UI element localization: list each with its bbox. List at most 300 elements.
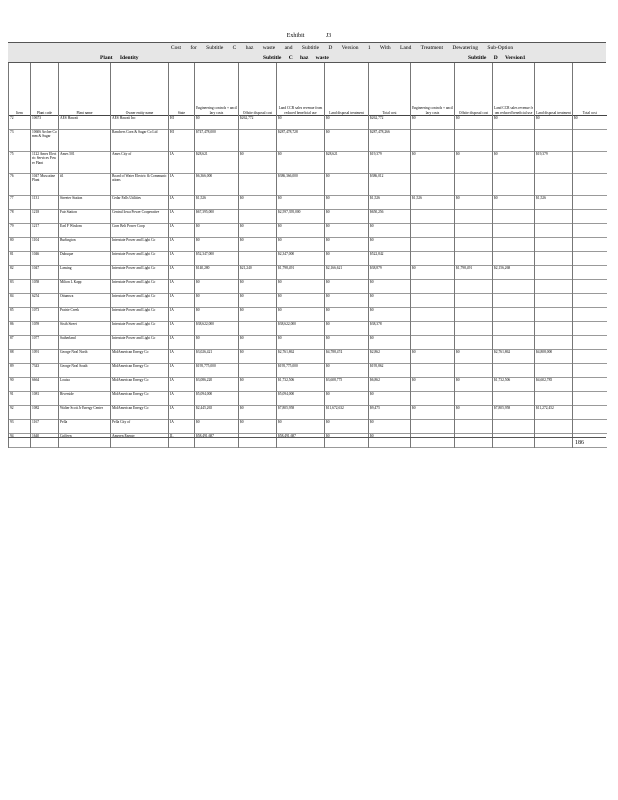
column-header: Land CCR sales revenue from reduced beneficial use [277,63,325,116]
column-header: Owner entity name [111,63,169,116]
table-cell: 81 [9,252,31,266]
table-row [9,434,607,448]
table-cell: $0 [573,116,607,130]
table-cell [239,174,277,196]
table-cell [455,280,493,294]
table-cell: Ames 501 [59,152,111,174]
table-cell: 1047 Muscatine Plant [31,174,59,196]
table-cell [573,406,607,420]
table-cell: 72 [9,116,31,130]
table-cell: IA [169,280,195,294]
table-cell: $0 [411,266,455,280]
table-cell: $1,732,506 [493,378,535,392]
table-cell: IA [169,308,195,322]
table-cell: 89 [9,364,31,378]
table-cell: $262,772 [369,116,411,130]
table-cell: $287,478,266 [369,130,411,152]
column-header: Plant code [31,63,59,116]
table-cell: $2,156,268 [493,266,535,280]
table-cell: $0 [493,116,535,130]
table-cell [239,210,277,224]
table-cell: Ames City of [111,152,169,174]
table-cell: Sutherland [59,336,111,350]
table-cell: $0 [195,116,239,130]
table-cell: $287,478,728 [277,130,325,152]
table-cell [573,378,607,392]
table-cell [411,434,455,448]
table-cell: $1,526 [411,196,455,210]
table-cell: $58,491,687 [195,434,239,448]
table-cell: $0 [411,406,455,420]
table-cell: 88 [9,350,31,364]
table-cell: IA [169,420,195,434]
table-cell: AES Hawaii Inc [111,116,169,130]
table-cell [455,294,493,308]
table-cell: $195,775,000 [195,364,239,378]
table-cell [455,336,493,350]
table-cell: $0 [195,224,239,238]
table-cell: Pella City of [111,420,169,434]
table-cell: Coffeen [59,434,111,448]
table-cell: $3,086,220 [195,378,239,392]
table-cell: 77 [9,196,31,210]
table-cell: 1122 Ames Electric Services Power Plant [31,152,59,174]
table-cell [455,392,493,406]
table-cell: $2,347,000 [277,252,325,266]
table-cell: $0 [369,280,411,294]
table-cell: $386,012 [369,174,411,196]
table-cell: $4,602,785 [535,378,573,392]
table-cell: 76 [9,174,31,196]
table-cell: $0 [277,336,325,350]
table-cell: MidAmerican Energy Co [111,406,169,420]
table-cell: 1167 [31,420,59,434]
table-cell: $0 [455,196,493,210]
table-cell: 85 [9,308,31,322]
table-cell [239,130,277,152]
table-cell [239,392,277,406]
table-cell: $0 [277,152,325,174]
table-cell [455,308,493,322]
table-cell: $195,862 [369,364,411,378]
table-cell: $19,379 [369,152,411,174]
table-cell: $0 [369,224,411,238]
table-row [9,406,607,420]
table-cell [535,336,573,350]
table-cell: 1059 [31,322,59,336]
table-cell: 90 [9,378,31,392]
table-row [9,364,607,378]
table-cell: Ranchers Corn & Sugar Co Ltd [111,130,169,152]
table-cell [493,174,535,196]
table-row [9,174,607,196]
table-cell: 86 [9,322,31,336]
table-cell: $0 [369,294,411,308]
column-header: Land disposal treatment [325,63,369,116]
table-cell: 6664 [31,378,59,392]
table-cell: $0 [239,420,277,434]
table-cell [411,294,455,308]
table-cell [573,238,607,252]
table-cell: IA [169,174,195,196]
table-cell: IA [169,322,195,336]
group-plant-identity: Plant Identity [100,55,139,61]
table-cell: $0 [493,152,535,174]
table-cell: 1104 [31,238,59,252]
table-cell: $11,672,632 [325,406,369,420]
table-cell: $0 [325,336,369,350]
table-cell: IA [169,406,195,420]
table-cell [455,174,493,196]
table-cell: 7343 [31,364,59,378]
table-cell [535,294,573,308]
table-row [9,378,607,392]
table-cell [239,252,277,266]
page-number: 186 [575,440,584,446]
table-cell: $0 [325,210,369,224]
table-cell: #1 [59,174,111,196]
table-cell [411,210,455,224]
table-cell [493,238,535,252]
table-cell: 75 [9,152,31,174]
table-cell [411,238,455,252]
table-cell: $2,761,862 [493,350,535,364]
table-cell [573,420,607,434]
table-cell: $0 [277,196,325,210]
table-cell: Streeter Station [59,196,111,210]
table-cell: Central Iowa Power Cooperative [111,210,169,224]
table-cell: MidAmerican Energy Co [111,392,169,406]
table-cell: Ottumwa [59,294,111,308]
table-cell: $0 [239,152,277,174]
table-cell [411,308,455,322]
table-cell: IA [169,378,195,392]
table-cell [493,308,535,322]
table-cell: $0 [195,238,239,252]
table-cell: 10606 Archer Comm & Sugar [31,130,59,152]
table-cell: $1,798,491 [277,266,325,280]
table-cell: Ameren Energy [111,434,169,448]
table-cell: Interstate Power and Light Co [111,294,169,308]
table-cell [411,252,455,266]
column-group-bar [8,54,606,63]
table-cell: Interstate Power and Light Co [111,252,169,266]
table-cell [535,238,573,252]
table-title: Cost for Subtitle C haz waste and Subtitle D Version 1 With Land Treatment Dewatering Sub-Option [170,45,514,51]
table-cell: $19,379 [535,152,573,174]
table-cell: $0 [239,350,277,364]
table-cell: Corn Belt Power Coop [111,224,169,238]
group-subtitle-c: Subtitle C haz waste [263,55,329,61]
table-cell: 93 [9,420,31,434]
table-cell: $6,366,000 [195,174,239,196]
table-cell: 1046 [31,252,59,266]
table-cell: $4,808,000 [535,350,573,364]
table-cell: $9,475 [369,406,411,420]
table-row [9,322,607,336]
table-cell: $1,526 [195,196,239,210]
table-cell: MidAmerican Energy Co [111,350,169,364]
table-cell [573,392,607,406]
table-cell [573,152,607,174]
table-cell: $0 [493,196,535,210]
column-header: Total cost [573,63,607,116]
column-header: Offsite disposal cost [239,63,277,116]
table-cell: $58,491,687 [277,434,325,448]
table-cell: $0 [325,252,369,266]
table-cell: 84 [9,294,31,308]
table-cell: IA [169,238,195,252]
table-cell: IA [169,336,195,350]
table-cell: 10673 [31,116,59,130]
table-cell: $0 [239,280,277,294]
column-header: Total cost [369,63,411,116]
table-cell: MidAmerican Energy Co [111,364,169,378]
table-cell: 1081 [31,392,59,406]
table-cell: $0 [369,392,411,406]
table-cell: $0 [411,116,455,130]
table-cell: $522,842 [369,252,411,266]
table-cell: $7,805,958 [277,406,325,420]
table-cell [239,364,277,378]
table-cell: $0 [369,336,411,350]
table-cell [59,130,111,152]
table-cell: $0 [455,350,493,364]
table-cell [535,434,573,448]
table-row [9,392,607,406]
table-row [9,238,607,252]
column-header: Offsite disposal cost [455,63,493,116]
table-cell: HI [169,116,195,130]
table-cell [535,252,573,266]
table-cell: 6254 [31,294,59,308]
table-cell [493,252,535,266]
table-cell: $0 [325,196,369,210]
table-cell [493,294,535,308]
table-cell [535,308,573,322]
table-cell [493,210,535,224]
table-cell [411,280,455,294]
table-cell [573,252,607,266]
table-cell: $11,272,452 [535,406,573,420]
table-cell: IA [169,252,195,266]
table-cell [411,364,455,378]
table-cell: $38,622,000 [277,322,325,336]
table-cell: $1,526 [535,196,573,210]
table-row [9,420,607,434]
table-cell: $0 [277,238,325,252]
table-cell [535,420,573,434]
table-cell: Burlington [59,238,111,252]
table-cell: $0 [195,308,239,322]
table-cell: $5,094,000 [277,392,325,406]
table-cell: $3,026,421 [195,350,239,364]
table-cell: Interstate Power and Light Co [111,308,169,322]
table-cell: $2,166,621 [325,266,369,280]
table-cell: 1217 [31,224,59,238]
table-cell: 1640 [31,434,59,448]
column-header: Engineering controls + ancillary costs [195,63,239,116]
table-cell [535,210,573,224]
bottom-rule [8,437,606,438]
table-cell [573,210,607,224]
table-cell: $0 [411,152,455,174]
table-cell [535,322,573,336]
table-cell: MidAmerican Energy Co [111,378,169,392]
table-row [9,252,607,266]
table-cell: $0 [411,378,455,392]
table-cell: $0 [239,238,277,252]
table-cell [455,420,493,434]
table-cell [455,434,493,448]
table-cell: $0 [239,196,277,210]
table-cell: Interstate Power and Light Co [111,336,169,350]
table-cell: $2,862 [369,350,411,364]
column-header: Plant name [59,63,111,116]
table-cell: IA [169,266,195,280]
table-cell [455,130,493,152]
table-cell: 1058 [31,280,59,294]
table-cell: $52,347,000 [195,252,239,266]
table-cell [411,322,455,336]
table-cell [573,350,607,364]
table-cell: $38,622,000 [195,322,239,336]
table-cell: $0 [411,350,455,364]
table-cell: $0 [325,116,369,130]
table-cell: $67,395,000 [195,210,239,224]
table-row [9,196,607,210]
table-cell [493,130,535,152]
table-cell: $0 [325,238,369,252]
table-cell [535,364,573,378]
table-row [9,224,607,238]
table-cell: $0 [277,308,325,322]
table-cell [573,294,607,308]
table-cell: IL [169,434,195,448]
table-cell [573,266,607,280]
table-cell: 79 [9,224,31,238]
table-cell: 73 [9,130,31,152]
table-cell: IA [169,364,195,378]
table-cell: $0 [455,406,493,420]
table-cell: $0 [325,224,369,238]
table-cell: $0 [535,116,573,130]
table-cell: $0 [239,378,277,392]
table-cell [411,392,455,406]
table-cell: Interstate Power and Light Co [111,238,169,252]
table-cell: $2,445,265 [195,406,239,420]
table-cell: $38,879 [369,266,411,280]
table-cell: 92 [9,406,31,420]
table-cell: $0 [325,420,369,434]
table-cell: Walter Scott Jr Energy Center [59,406,111,420]
column-header: Land disposal treatment [535,63,573,116]
table-cell: $1,526 [369,196,411,210]
table-cell: Cedar Falls Utilities [111,196,169,210]
table-cell: Interstate Power and Light Co [111,280,169,294]
table-cell: 1082 [31,406,59,420]
column-header: Land CCR sales revenue from reduced beneficial use [493,63,535,116]
table-row [9,210,607,224]
table-cell: $0 [325,392,369,406]
table-cell [573,280,607,294]
table-cell: $0 [455,378,493,392]
table-cell: IA [169,210,195,224]
table-cell: $38,378 [369,322,411,336]
table-cell: Lansing [59,266,111,280]
table-cell [411,224,455,238]
table-cell [493,364,535,378]
table-cell: $0 [369,434,411,448]
table-cell: 1131 [31,196,59,210]
table-cell: $5,094,000 [195,392,239,406]
table-cell: $0 [325,294,369,308]
cost-table [8,63,607,448]
table-cell [535,174,573,196]
table-cell: $0 [195,336,239,350]
table-cell: Board of Water Electric & Communications [111,174,169,196]
table-cell [239,434,277,448]
table-cell: 94 [9,434,31,448]
table-cell: Fair Station [59,210,111,224]
table-cell: $0 [325,364,369,378]
table-cell: $28,621 [325,152,369,174]
table-cell [239,322,277,336]
table-cell: 1073 [31,308,59,322]
table-cell: $0 [277,224,325,238]
table-cell: George Neal North [59,350,111,364]
table-cell [573,308,607,322]
table-cell: Dubuque [59,252,111,266]
table-cell [493,224,535,238]
table-row [9,266,607,280]
table-cell [573,224,607,238]
table-cell: 1091 [31,350,59,364]
table-cell: Earl F Wisdom [59,224,111,238]
table-row [9,130,607,152]
table-cell: 80 [9,238,31,252]
column-header: Engineering controls + ancillary costs [411,63,455,116]
table-cell [493,434,535,448]
table-row [9,350,607,364]
table-cell [411,130,455,152]
table-cell [455,224,493,238]
table-cell: $0 [195,280,239,294]
table-cell [573,174,607,196]
table-cell [411,420,455,434]
table-cell: 91 [9,392,31,406]
table-cell: $747,478,000 [195,130,239,152]
table-cell [455,322,493,336]
table-cell: Interstate Power and Light Co [111,322,169,336]
table-cell: $0 [369,238,411,252]
table-cell [411,174,455,196]
table-cell: $4,788,474 [325,350,369,364]
table-cell: $195,775,000 [277,364,325,378]
table-cell: Louisa [59,378,111,392]
table-cell: $0 [455,152,493,174]
table-cell: $0 [195,294,239,308]
table-cell: $0 [277,420,325,434]
table-cell: Sixth Street [59,322,111,336]
table-cell: $2,761,862 [277,350,325,364]
table-cell: Milton L Kapp [59,280,111,294]
table-cell: $0 [325,322,369,336]
table-cell: $0 [325,434,369,448]
table-row [9,336,607,350]
table-cell: $0 [195,420,239,434]
table-cell: $0 [277,280,325,294]
